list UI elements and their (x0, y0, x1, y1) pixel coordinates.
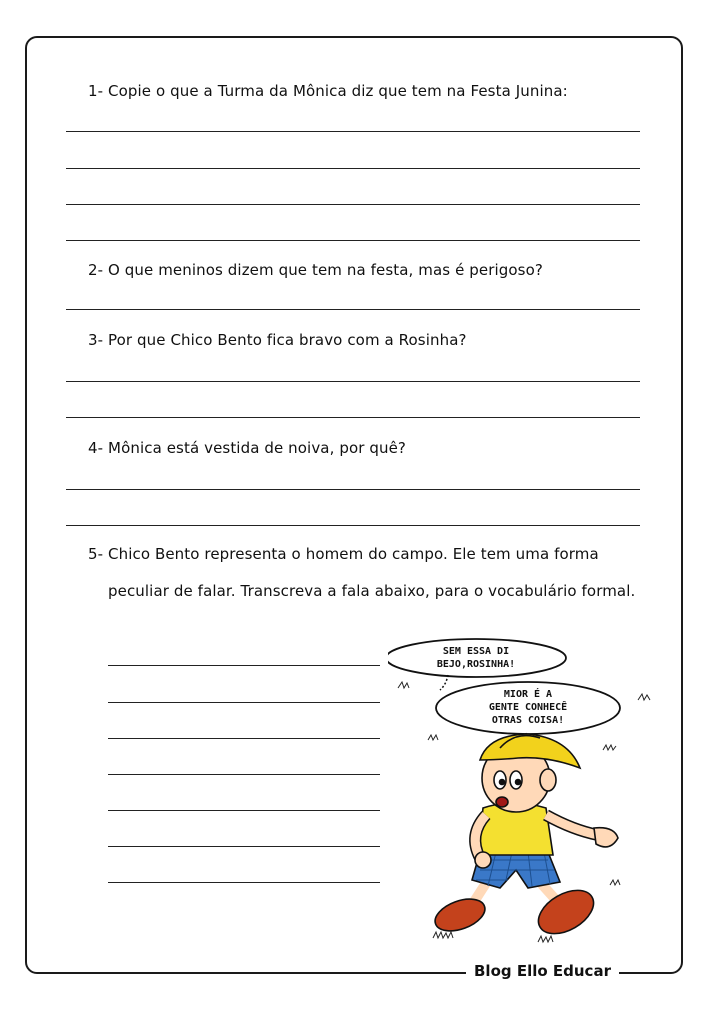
answer-line[interactable] (108, 882, 380, 883)
answer-line[interactable] (66, 204, 640, 205)
balloon-2-line-1: MIOR É A (503, 689, 553, 700)
answer-line[interactable] (108, 738, 380, 739)
answer-line[interactable] (108, 774, 380, 775)
question-4: 4- Mônica está vestida de noiva, por quê? (88, 439, 406, 457)
blog-footer: Blog Ello Educar (466, 962, 619, 980)
answer-line[interactable] (108, 702, 380, 703)
answer-line[interactable] (66, 381, 640, 382)
answer-line[interactable] (108, 665, 380, 666)
question-5-line1: 5- Chico Bento representa o homem do campo. Ele tem uma forma (88, 545, 599, 563)
question-1: 1- Copie o que a Turma da Mônica diz que tem na Festa Junina: (88, 82, 568, 100)
question-3: 3- Por que Chico Bento fica bravo com a Rosinha? (88, 331, 467, 349)
answer-line[interactable] (66, 240, 640, 241)
balloon-1-line-1: SEM ESSA DI (442, 646, 510, 657)
answer-line[interactable] (66, 417, 640, 418)
answer-line[interactable] (108, 846, 380, 847)
chico-bento-character (431, 734, 618, 943)
answer-line[interactable] (66, 525, 640, 526)
question-2: 2- O que meninos dizem que tem na festa, mas é perigoso? (88, 261, 543, 279)
balloon-1-line-2: BEJO,ROSINHA! (436, 659, 516, 670)
answer-line[interactable] (108, 810, 380, 811)
balloon-2-line-3: OTRAS COISA! (491, 715, 565, 726)
chico-bento-illustration (388, 630, 668, 950)
question-5-line2: peculiar de falar. Transcreva a fala abaixo, para o vocabulário formal. (108, 582, 636, 600)
answer-line[interactable] (66, 131, 640, 132)
balloon-2-line-2: GENTE CONHECÊ (488, 702, 568, 713)
answer-line[interactable] (66, 309, 640, 310)
answer-line[interactable] (66, 489, 640, 490)
answer-line[interactable] (66, 168, 640, 169)
